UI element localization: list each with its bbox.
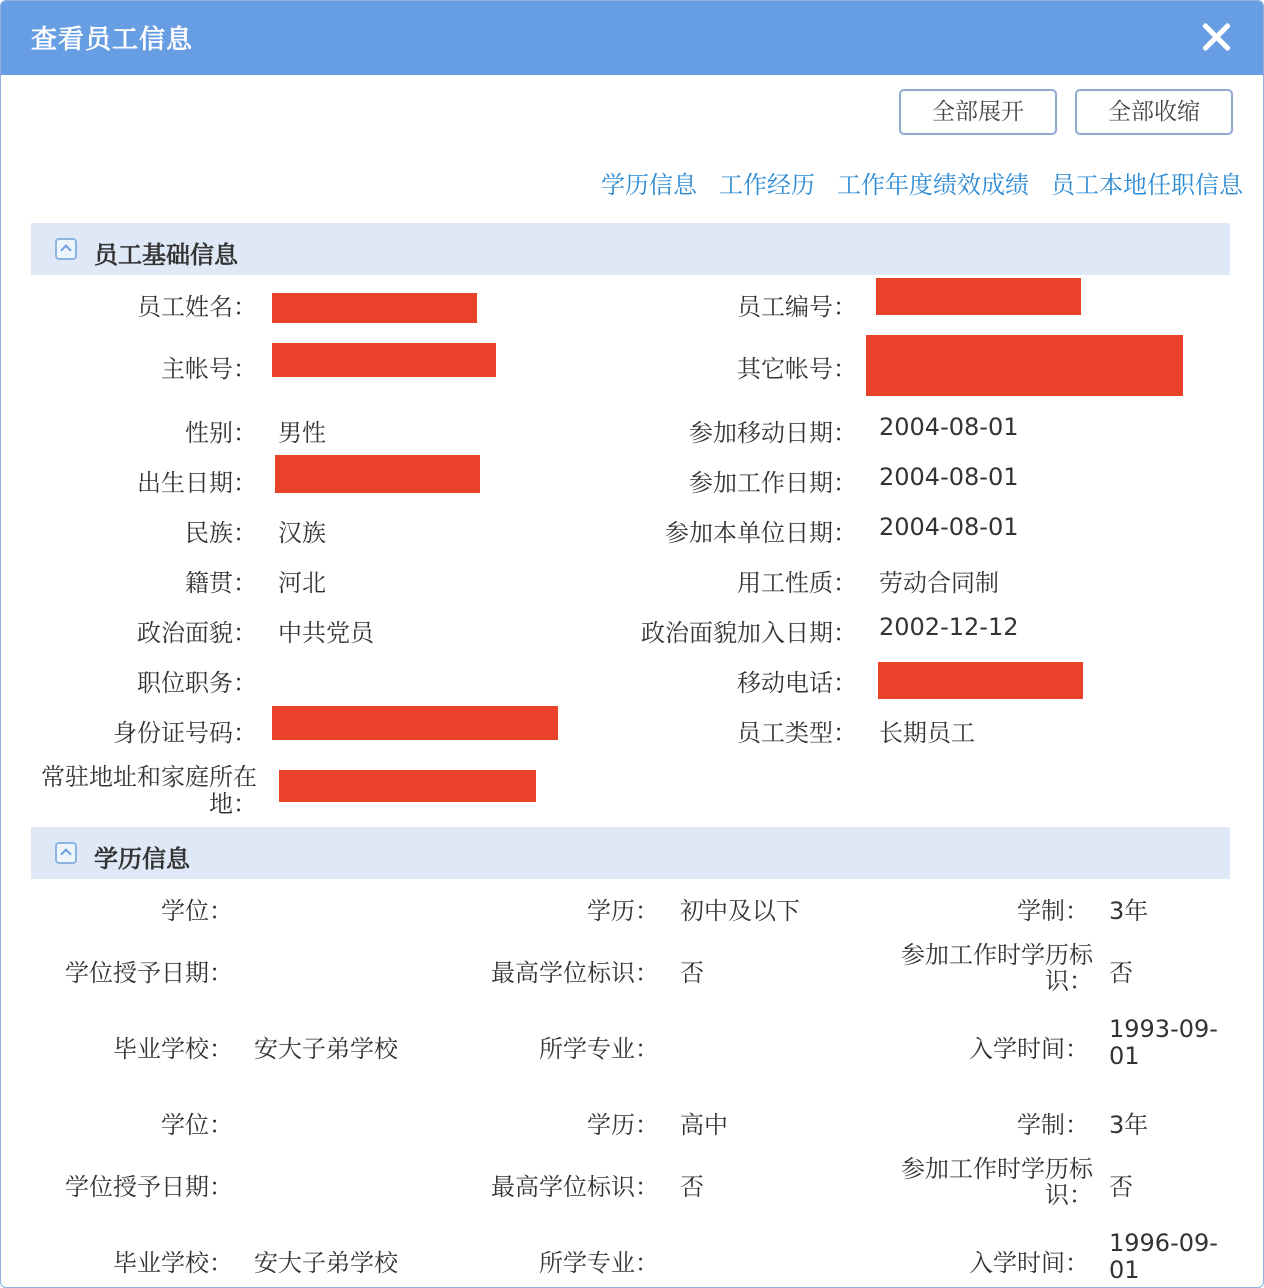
school-value: 安大子弟学校: [254, 1249, 398, 1277]
degree-grant-date-label: 学位授予日期：: [65, 1173, 233, 1201]
ethnic-value: 汉族: [278, 519, 326, 547]
join-mobile-date-label: 参加移动日期：: [689, 419, 857, 447]
highest-degree-label: 最高学位标识：: [491, 1173, 659, 1201]
education-level-label: 学历：: [587, 1111, 659, 1139]
redacted-main-account: [272, 343, 496, 377]
redacted-mobile-phone: [878, 662, 1083, 699]
position-label: 职位职务：: [137, 669, 257, 697]
employee-no-label: 员工编号：: [737, 293, 857, 321]
education-level-value: 初中及以下: [680, 897, 800, 925]
education-at-work-label: [901, 1156, 1093, 1208]
anchor-performance-link[interactable]: 工作年度绩效成绩: [837, 171, 1029, 199]
address-label-line2: 地：: [209, 790, 257, 818]
highest-degree-value: 否: [680, 1173, 704, 1201]
education-level-label: 学历：: [587, 897, 659, 925]
native-place-value: 河北: [278, 569, 326, 597]
education-at-work-value: 否: [1109, 1173, 1133, 1201]
school-label: 毕业学校：: [113, 1249, 233, 1277]
highest-degree-label: 最高学位标识：: [491, 959, 659, 987]
education-at-work-label-line1: 参加工作时学历标: [901, 1155, 1093, 1183]
join-unit-date-value: 2004-08-01: [879, 513, 1019, 541]
gender-label: 性别：: [185, 419, 257, 447]
study-years-label: 学制：: [1017, 897, 1089, 925]
enroll-date-line1: 1993-09-: [1109, 1015, 1218, 1043]
political-join-date-label: 政治面貌加入日期：: [641, 619, 857, 647]
political-join-date-value: 2002-12-12: [879, 613, 1019, 641]
political-status-value: 中共党员: [278, 619, 374, 647]
employment-type-label: 用工性质：: [737, 569, 857, 597]
education-at-work-label: [901, 942, 1093, 994]
section-header-education[interactable]: [31, 827, 1230, 879]
education-at-work-value: 否: [1109, 959, 1133, 987]
main-account-label: 主帐号：: [161, 355, 257, 383]
section-title: 学历信息: [94, 845, 190, 873]
enroll-date-value: [1109, 1230, 1218, 1284]
collapse-toggle-icon[interactable]: [55, 238, 77, 260]
enroll-date-line2: 01: [1109, 1042, 1140, 1070]
collapse-toggle-icon[interactable]: [55, 842, 77, 864]
school-value: 安大子弟学校: [254, 1035, 398, 1063]
education-at-work-label-line2: 识：: [1045, 1181, 1093, 1209]
join-work-date-label: 参加工作日期：: [689, 469, 857, 497]
study-years-value: 3年: [1109, 1111, 1149, 1139]
anchor-work-history-link[interactable]: 工作经历: [719, 171, 815, 199]
birth-date-label: 出生日期：: [137, 469, 257, 497]
close-icon[interactable]: [1199, 19, 1233, 53]
education-level-value: 高中: [680, 1111, 728, 1139]
section-title: 员工基础信息: [94, 241, 238, 269]
anchor-local-post-link[interactable]: 员工本地任职信息: [1051, 171, 1243, 199]
study-years-value: 3年: [1109, 897, 1149, 925]
name-label: 员工姓名：: [137, 293, 257, 321]
join-unit-date-label: 参加本单位日期：: [665, 519, 857, 547]
employee-category-value: 长期员工: [879, 719, 975, 747]
ethnic-label: 民族：: [185, 519, 257, 547]
dialog-title: 查看员工信息: [31, 25, 194, 55]
redacted-address: [279, 770, 536, 802]
enroll-date-line2: 01: [1109, 1256, 1140, 1284]
enroll-date-label: 入学时间：: [969, 1035, 1089, 1063]
education-at-work-label-line1: 参加工作时学历标: [901, 941, 1093, 969]
section-anchor-nav: [579, 165, 1243, 200]
redacted-employee-no: [876, 278, 1081, 315]
major-label: 所学专业：: [539, 1035, 659, 1063]
degree-label: 学位：: [161, 1111, 233, 1139]
enroll-date-value: [1109, 1016, 1218, 1070]
employee-category-label: 员工类型：: [737, 719, 857, 747]
redacted-birth-date: [275, 455, 480, 493]
highest-degree-value: 否: [680, 959, 704, 987]
address-label: [41, 764, 257, 818]
enroll-date-label: 入学时间：: [969, 1249, 1089, 1277]
id-number-label: 身份证号码：: [113, 719, 257, 747]
degree-label: 学位：: [161, 897, 233, 925]
major-label: 所学专业：: [539, 1249, 659, 1277]
redacted-id-number: [272, 706, 558, 740]
mobile-phone-label: 移动电话：: [737, 669, 857, 697]
political-status-label: 政治面貌：: [137, 619, 257, 647]
address-label-line1: 常驻地址和家庭所在: [41, 763, 257, 791]
collapse-all-button[interactable]: 全部收缩: [1075, 89, 1233, 135]
section-header-basic[interactable]: [31, 223, 1230, 275]
join-work-date-value: 2004-08-01: [879, 463, 1019, 491]
other-account-label: 其它帐号：: [737, 355, 857, 383]
dialog-titlebar: [1, 1, 1263, 75]
education-at-work-label-line2: 识：: [1045, 967, 1093, 995]
employment-type-value: 劳动合同制: [879, 569, 999, 597]
expand-all-button[interactable]: 全部展开: [899, 89, 1057, 135]
native-place-label: 籍贯：: [185, 569, 257, 597]
anchor-education-link[interactable]: 学历信息: [601, 171, 697, 199]
redacted-name: [272, 293, 477, 323]
join-mobile-date-value: 2004-08-01: [879, 413, 1019, 441]
redacted-other-account: [866, 335, 1183, 396]
degree-grant-date-label: 学位授予日期：: [65, 959, 233, 987]
school-label: 毕业学校：: [113, 1035, 233, 1063]
enroll-date-line1: 1996-09-: [1109, 1229, 1218, 1257]
study-years-label: 学制：: [1017, 1111, 1089, 1139]
gender-value: 男性: [278, 419, 326, 447]
